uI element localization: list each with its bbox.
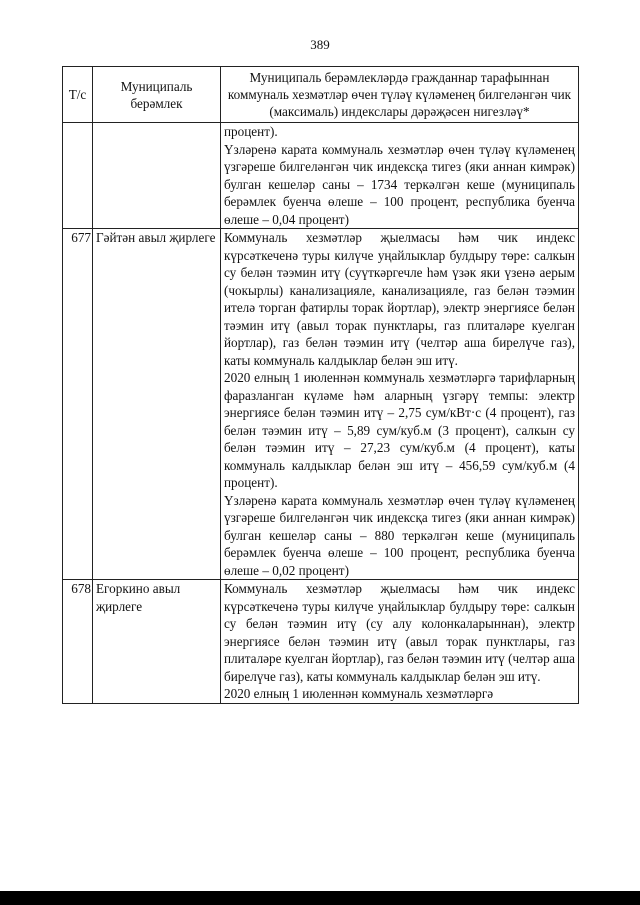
header-row	[63, 67, 579, 123]
description-cell	[221, 229, 579, 580]
description-paragraph: 2020 елның 1 июленнән коммуналь хезмәтләргә тарифларның фаразланган күләме һәм аларның үзгәрү темпы: электр энергиясе белән тәэмин итү – 2,75 сум/кВт·с (4 процент), газ белән тәэмин итү – 5,89 сум/куб.м (3 процент), салкын су белән тәэмин итү – 27,23 сум/куб.м (4 процент), каты коммуналь калдыклар белән эш итү – 456,59 сум/куб.м (4 процент).	[224, 370, 575, 490]
municipal-index-table	[62, 66, 579, 704]
header-municipality: Муниципаль берәмлек	[93, 67, 221, 123]
row-number: 678	[63, 580, 93, 704]
description-paragraph: Коммуналь хезмәтләр җыелмасы һәм чик индекс күрсәткеченә туры килүче уңайлыклар булдыру төре: салкын су белән тәэмин итү (суүткәргечле һәм үзәк яки үзенә аерым (чокырлы) канализацияле, канализацияле, газ белән тәэмин ителә торган фатирлы торак йортлар), электр энергиясе белән тәэмин итү (авыл торак пунктлары, газ плиталәре куелган йортлар), газ белән тәэмин итү (челтәр аша бирелүче газ), каты коммуналь калдыклар белән эш итү.	[224, 230, 575, 368]
description-paragraph: Коммуналь хезмәтләр җыелмасы һәм чик индекс күрсәткеченә туры килүче уңайлыклар булдыру төре: салкын су белән тәэмин итү (су алу колонкаларыннан), электр энергиясе белән тәэмин итү (авыл торак пунктлары, газ плиталәре куелган йортлар), газ белән тәэмин итү (челтәр аша бирелүче газ), каты коммуналь калдыклар белән эш итү.	[224, 581, 575, 684]
header-index: Муниципаль берәмлекләрдә гражданнар тарафыннан коммуналь хезмәтләр өчен түләү күләменең билгеләнгән чик (максималь) индекслары дәрәҗәсен нигезләү*	[221, 67, 579, 123]
municipality-name: Гәйтән авыл җирлеге	[93, 229, 221, 580]
description-cell	[221, 580, 579, 704]
header-num: Т/с	[63, 67, 93, 123]
description-cell	[221, 123, 579, 229]
table-body	[63, 123, 579, 704]
page-number: 389	[310, 37, 330, 52]
municipality-name: Егоркино авыл җирлеге	[93, 580, 221, 704]
scan-bottom-border	[0, 891, 640, 905]
table-header	[63, 67, 579, 123]
table-row	[63, 229, 579, 580]
description-paragraph: Үзләренә карата коммуналь хезмәтләр өчен түләү күләменең үзгәреше билгеләнгән чик индексқа тигез (яки аннан кимрәк) булган кешеләр саны – 880 теркәлгән кеше (муниципаль берәмлек буенча өлеше – 100 процент, республика буенча өлеше – 0,02 процент)	[224, 492, 575, 578]
table-row	[63, 123, 579, 229]
municipality-name	[93, 123, 221, 229]
description-paragraph: процент).	[224, 124, 278, 139]
description-paragraph: Үзләренә карата коммуналь хезмәтләр өчен түләү күләменең үзгәреше билгеләнгән чик индексқа тигез (яки аннан кимрәк) булган кешеләр саны – 1734 теркәлгән кеше (муниципаль берәмлек буенча өлеше – 100 процент, республика буенча өлеше – 0,04 процент)	[224, 141, 575, 227]
row-number	[63, 123, 93, 229]
description-paragraph: 2020 елның 1 июленнән коммуналь хезмәтләргә	[224, 686, 494, 701]
row-number: 677	[63, 229, 93, 580]
table-row	[63, 580, 579, 704]
